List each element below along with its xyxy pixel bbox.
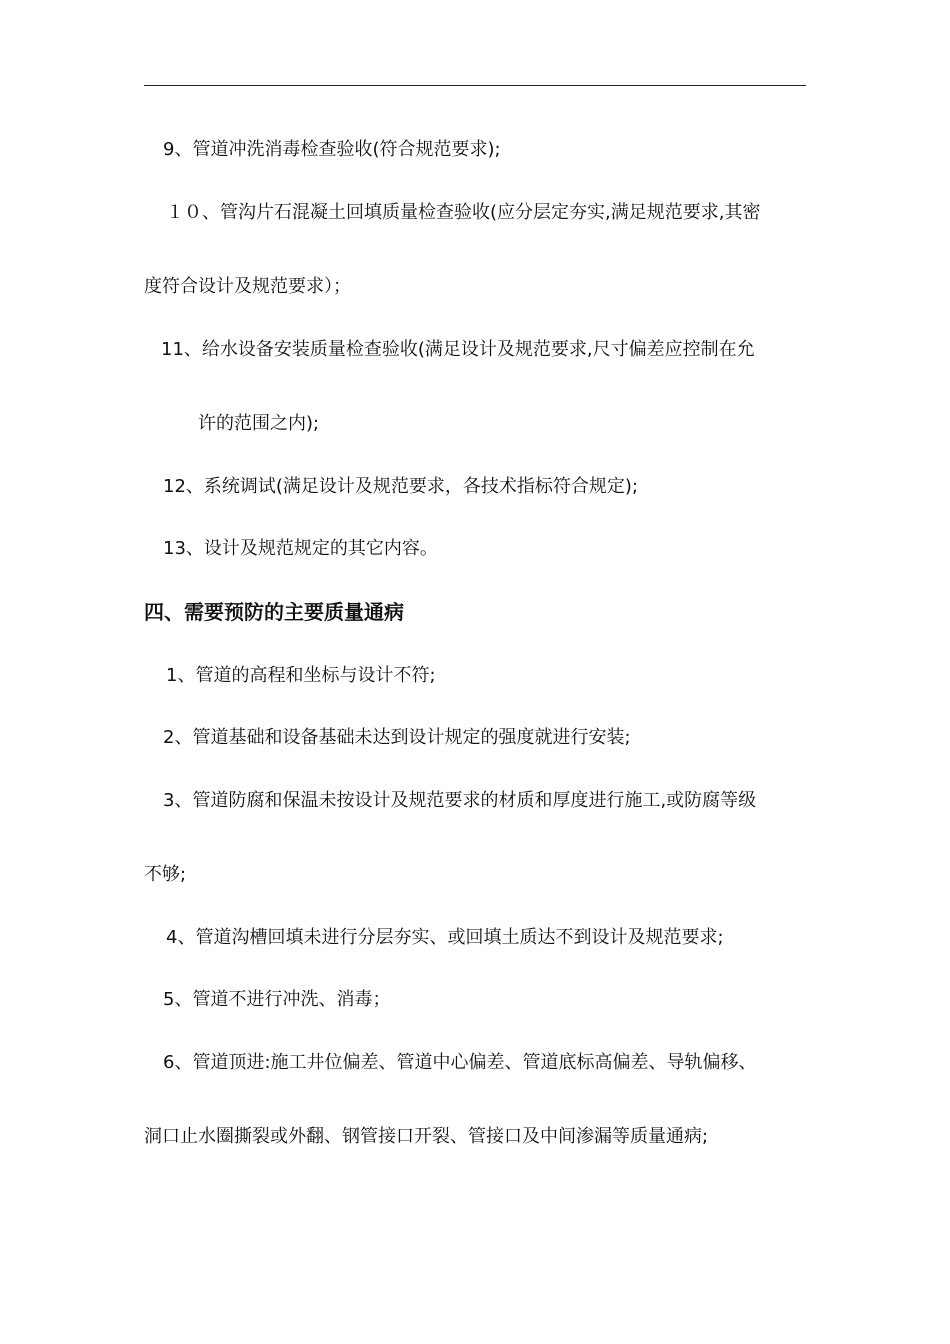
defect-1: 1、管道的高程和坐标与设计不符; [166,665,436,686]
item-12: 12、系统调试(满足设计及规范要求，各技术指标符合规定); [163,476,639,497]
item-11-line-2: 许的范围之内); [198,413,320,434]
defect-3-line-1: 3、管道防腐和保温未按设计及规范要求的材质和厚度进行施工,或防腐等级 [163,790,757,811]
item-10-line-2: 度符合设计及规范要求）； [144,276,351,297]
defect-4: 4、管道沟槽回填未进行分层夯实、或回填土质达不到设计及规范要求; [166,927,724,948]
header-rule [144,85,806,86]
section-heading: 四、需要预防的主要质量通病 [144,600,404,624]
defect-5: 5、管道不进行冲洗、消毒； [163,989,391,1010]
defect-3-line-2: 不够; [144,864,187,885]
item-9: 9、管道冲洗消毒检查验收(符合规范要求); [163,139,501,160]
item-13: 13、设计及规范规定的其它内容。 [163,538,438,559]
defect-6-line-1: 6、管道顶进:施工井位偏差、管道中心偏差、管道底标高偏差、导轨偏移、 [163,1052,757,1073]
defect-6-line-2: 洞口止水圈撕裂或外翻、钢管接口开裂、管接口及中间渗漏等质量通病; [144,1126,709,1147]
defect-2: 2、管道基础和设备基础未达到设计规定的强度就进行安装; [163,727,631,748]
item-11-line-1: 11、给水设备安装质量检查验收(满足设计及规范要求,尺寸偏差应控制在允 [161,339,755,360]
item-10-line-1: １０、管沟片石混凝土回填质量检查验收(应分层定夯实,满足规范要求,其密 [166,202,761,223]
